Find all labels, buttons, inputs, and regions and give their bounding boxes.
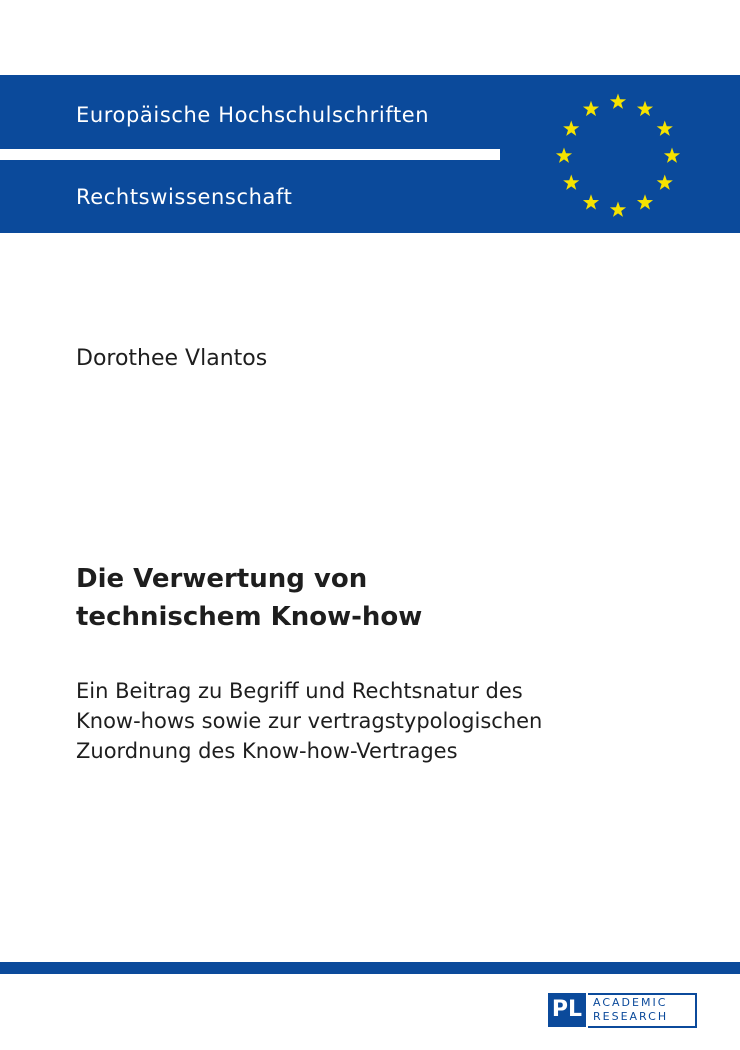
book-title-line: Die Verwertung von [76,564,368,594]
star-icon [583,194,599,209]
star-icon [563,175,579,190]
band-divider [0,149,500,160]
star-icon [563,121,579,136]
publisher-logo-line: RESEARCH [593,1010,669,1023]
bottom-divider [0,962,740,974]
star-icon [664,148,680,163]
author-name: Dorothee Vlantos [76,346,268,371]
series-title: Europäische Hochschulschriften [76,103,430,127]
book-subtitle-line: Ein Beitrag zu Begriff und Rechtsnatur des [76,679,523,703]
publisher-logo-initials: PL [548,993,586,1027]
book-subtitle [76,676,696,766]
star-icon [637,101,653,116]
book-title-line: technischem Know-how [76,602,423,632]
eu-stars-icon [548,91,688,221]
publisher-logo-line: ACADEMIC [593,996,668,1009]
star-icon [657,121,673,136]
publisher-logo-wordmark [588,993,697,1028]
publisher-logo [548,993,694,1027]
series-band [0,75,740,233]
series-subtitle: Rechtswissenschaft [76,185,293,209]
book-title [76,560,676,636]
star-icon [610,94,626,109]
star-icon [556,148,572,163]
book-subtitle-line: Know-hows sowie zur vertragstypologischen [76,709,543,733]
star-icon [583,101,599,116]
star-icon [610,202,626,217]
book-subtitle-line: Zuordnung des Know-how-Vertrages [76,739,458,763]
star-icon [657,175,673,190]
star-icon [637,194,653,209]
